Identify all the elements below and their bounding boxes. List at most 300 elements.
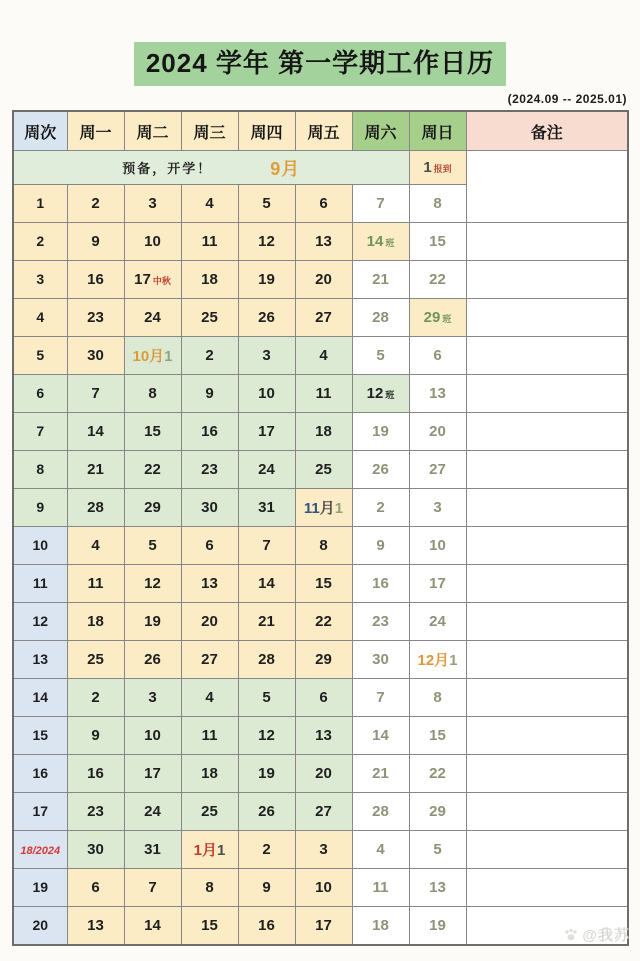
week-number-cell [13, 337, 67, 375]
day-cell [295, 793, 352, 831]
day-number: 14 [144, 916, 161, 934]
week-number-cell [13, 717, 67, 755]
day-cell [352, 527, 409, 565]
week-row-4 [13, 299, 628, 337]
day-cell [295, 337, 352, 375]
day-cell [238, 907, 295, 946]
day-cell [67, 337, 124, 375]
week-row-5 [13, 337, 628, 375]
week-number: 10 [32, 536, 49, 553]
week-row-8 [13, 451, 628, 489]
day-number: 25 [315, 460, 332, 478]
day-number: 12月 [417, 652, 450, 669]
day-cell [238, 185, 295, 223]
day-cell [295, 223, 352, 261]
day-number: 29 [315, 650, 332, 668]
day-cell [67, 717, 124, 755]
remark-cell [466, 831, 628, 869]
day-number: 24 [258, 460, 275, 478]
day-number: 9 [91, 232, 100, 250]
day-cell [181, 831, 238, 869]
day-cell [181, 375, 238, 413]
day-cell [238, 299, 295, 337]
week-number: 18/2024 [20, 844, 61, 857]
week-number-cell [13, 565, 67, 603]
day-number: 7 [376, 194, 385, 212]
day-cell [295, 261, 352, 299]
week-number-cell [13, 375, 67, 413]
day-cell [409, 413, 466, 451]
day-number: 2 [376, 498, 385, 516]
day-cell [124, 451, 181, 489]
day-number: 15 [429, 232, 446, 250]
day-number: 18 [201, 764, 218, 782]
day-cell [352, 793, 409, 831]
day-cell [352, 337, 409, 375]
day-cell [67, 679, 124, 717]
day-number: 16 [87, 270, 104, 288]
remark-cell [466, 603, 628, 641]
day-number: 8 [205, 878, 214, 896]
day-number: 19 [258, 270, 275, 288]
day-number: 23 [87, 802, 104, 820]
header-row [13, 111, 628, 151]
day-cell [409, 717, 466, 755]
week-row-12 [13, 603, 628, 641]
day-number: 20 [201, 612, 218, 630]
week-row-6 [13, 375, 628, 413]
day-number: 30 [87, 346, 104, 364]
remark-cell [466, 261, 628, 299]
day-cell [181, 185, 238, 223]
remark-cell [466, 869, 628, 907]
day-number: 21 [372, 764, 389, 782]
day-number: 18 [315, 422, 332, 440]
day-cell [409, 223, 466, 261]
day-cell [409, 641, 466, 679]
week-row-17 [13, 793, 628, 831]
week-number-cell [13, 603, 67, 641]
day-number: 17 [144, 764, 161, 782]
day-number: 8 [148, 384, 157, 402]
day-cell [67, 831, 124, 869]
week-number: 9 [36, 498, 45, 515]
day-number: 9 [205, 384, 214, 402]
day-cell [295, 755, 352, 793]
week-number-cell [13, 489, 67, 527]
day-number: 29 [144, 498, 161, 516]
remark-cell [466, 299, 628, 337]
week-number-cell [13, 185, 67, 223]
day-cell [238, 489, 295, 527]
day-number: 24 [144, 802, 161, 820]
day-number: 18 [372, 916, 389, 934]
day-number: 28 [372, 802, 389, 820]
day-annotation: 报到 [433, 163, 452, 174]
day-cell [181, 755, 238, 793]
week-number-cell [13, 831, 67, 869]
week-row-10 [13, 527, 628, 565]
header-cell-remark: 备注 [466, 111, 628, 151]
day-number: 6 [319, 688, 328, 706]
day-number: 5 [148, 536, 157, 554]
day-cell [181, 793, 238, 831]
day-cell [409, 755, 466, 793]
day-number: 12 [258, 232, 275, 250]
day-number: 3 [433, 498, 442, 516]
month-name-september: 9月 [270, 158, 301, 179]
day-cell [124, 793, 181, 831]
day-number: 5 [262, 688, 271, 706]
paw-icon [563, 927, 579, 943]
week-row-3 [13, 261, 628, 299]
day-cell [352, 831, 409, 869]
week-row-13 [13, 641, 628, 679]
day-cell [409, 565, 466, 603]
day-number: 10 [144, 232, 161, 250]
day-number: 22 [315, 612, 332, 630]
remark-cell [466, 489, 628, 527]
day-number: 8 [433, 688, 442, 706]
day-cell [352, 223, 409, 261]
day-cell [295, 489, 352, 527]
day-cell [295, 413, 352, 451]
week-number: 6 [36, 384, 45, 401]
week-number: 19 [32, 878, 49, 895]
day-number: 18 [201, 270, 218, 288]
day-cell [238, 603, 295, 641]
day-number: 11 [201, 232, 218, 250]
day-cell [67, 299, 124, 337]
day-cell [238, 793, 295, 831]
day-number: 3 [148, 688, 157, 706]
day-cell [238, 717, 295, 755]
day-cell [352, 641, 409, 679]
week-row-15 [13, 717, 628, 755]
day-number: 5 [433, 840, 442, 858]
day-cell [352, 185, 409, 223]
day-number: 16 [258, 916, 275, 934]
title-wrap [0, 42, 640, 86]
day-cell [67, 261, 124, 299]
day-number: 1 [217, 842, 226, 859]
day-number: 23 [372, 612, 389, 630]
day-number: 月 [319, 500, 335, 517]
day-number: 15 [201, 916, 218, 934]
day-number: 13 [429, 878, 446, 896]
week-number: 14 [32, 688, 49, 705]
day-number: 9 [376, 536, 385, 554]
day-number: 21 [258, 612, 275, 630]
day-number: 13 [201, 574, 218, 592]
remark-cell [466, 375, 628, 413]
week-number-cell [13, 223, 67, 261]
day-cell [124, 261, 181, 299]
day-number: 4 [205, 194, 214, 212]
week-number-cell [13, 299, 67, 337]
day-number: 6 [319, 194, 328, 212]
day-cell [295, 451, 352, 489]
day-number: 23 [87, 308, 104, 326]
day-annotation: 班 [385, 389, 395, 400]
day-cell [67, 907, 124, 946]
day-cell [181, 337, 238, 375]
week-number: 8 [36, 460, 45, 477]
day-cell [124, 641, 181, 679]
day-number: 10 [315, 878, 332, 896]
week-number: 5 [36, 346, 45, 363]
day-cell [181, 565, 238, 603]
week-number: 16 [32, 764, 49, 781]
day-cell [352, 451, 409, 489]
day-cell [295, 641, 352, 679]
day-cell [238, 261, 295, 299]
day-annotation: 班 [442, 313, 452, 324]
day-number: 16 [201, 422, 218, 440]
day-cell [352, 299, 409, 337]
week-number-cell [13, 793, 67, 831]
week-row-11 [13, 565, 628, 603]
day-cell [295, 907, 352, 946]
day-number: 17 [134, 270, 151, 288]
header-cell-sat: 周六 [352, 111, 409, 151]
week-number-cell [13, 679, 67, 717]
day-annotation: 中秋 [152, 275, 171, 286]
day-number: 24 [144, 308, 161, 326]
day-cell [295, 869, 352, 907]
day-cell [67, 641, 124, 679]
day-number: 1 [334, 500, 344, 517]
day-cell [181, 413, 238, 451]
day-cell [409, 375, 466, 413]
day-number: 20 [429, 422, 446, 440]
day-cell [181, 907, 238, 946]
week-number: 11 [32, 574, 48, 591]
day-number: 2 [262, 840, 271, 858]
day-number: 4 [91, 536, 100, 554]
day-number: 3 [319, 840, 328, 858]
day-cell [67, 527, 124, 565]
day-cell [295, 527, 352, 565]
header-cell-sun: 周日 [409, 111, 466, 151]
week-row-19 [13, 869, 628, 907]
week-row-20 [13, 907, 628, 946]
remark-cell [466, 717, 628, 755]
day-cell [124, 679, 181, 717]
day-cell [124, 603, 181, 641]
header-cell-week: 周次 [13, 111, 67, 151]
day-number: 7 [148, 878, 157, 896]
day-number: 11 [372, 878, 389, 896]
week-number-cell [13, 869, 67, 907]
day-number: 6 [433, 346, 442, 364]
month-banner-cell [13, 151, 409, 185]
day-cell [409, 831, 466, 869]
day-number: 26 [258, 308, 275, 326]
day-cell [409, 451, 466, 489]
day-number: 26 [372, 460, 389, 478]
day-cell [67, 603, 124, 641]
day-cell [181, 603, 238, 641]
day-number: 16 [87, 764, 104, 782]
day-cell [295, 831, 352, 869]
day-cell [124, 489, 181, 527]
day-number: 21 [372, 270, 389, 288]
day-number: 22 [144, 460, 161, 478]
day-cell [352, 755, 409, 793]
day-number: 4 [376, 840, 385, 858]
day-number: 13 [315, 232, 332, 250]
day-number: 19 [144, 612, 161, 630]
semester-start-note: 预备，开学！ [122, 161, 213, 176]
day-number: 12 [144, 574, 161, 592]
day-number: 19 [429, 916, 446, 934]
day-number: 25 [87, 650, 104, 668]
day-cell [295, 679, 352, 717]
day-number: 10 [429, 536, 446, 554]
header-cell-wed: 周三 [181, 111, 238, 151]
day-cell [409, 679, 466, 717]
day-number: 31 [144, 840, 161, 858]
day-number: 6 [91, 878, 100, 896]
remark-cell [466, 527, 628, 565]
week-row-16 [13, 755, 628, 793]
day-cell [238, 565, 295, 603]
day-cell [352, 907, 409, 946]
day-cell [295, 375, 352, 413]
day-cell [409, 151, 466, 185]
remark-cell [466, 337, 628, 375]
day-cell [409, 185, 466, 223]
day-cell [67, 565, 124, 603]
day-cell [67, 755, 124, 793]
day-cell [181, 527, 238, 565]
day-number: 12 [366, 384, 384, 402]
day-cell [124, 185, 181, 223]
day-cell [295, 717, 352, 755]
day-number: 13 [429, 384, 446, 402]
day-cell [409, 337, 466, 375]
day-cell [409, 527, 466, 565]
day-cell [238, 869, 295, 907]
day-number: 26 [144, 650, 161, 668]
day-cell [238, 413, 295, 451]
day-cell [181, 451, 238, 489]
week-number-cell [13, 907, 67, 946]
week-number: 12 [32, 612, 49, 629]
day-cell [124, 527, 181, 565]
day-number: 2 [91, 194, 100, 212]
week-number: 4 [36, 308, 45, 325]
week-number: 7 [36, 422, 45, 439]
week-row-2 [13, 223, 628, 261]
day-number: 7 [376, 688, 385, 706]
day-cell [67, 451, 124, 489]
day-annotation: 班 [385, 237, 395, 248]
day-number: 10 [258, 384, 275, 402]
watermark-text: @我苏 [582, 927, 630, 944]
day-cell [238, 755, 295, 793]
day-cell [124, 223, 181, 261]
remark-cell [466, 223, 628, 261]
day-number: 27 [315, 308, 332, 326]
day-number: 6 [205, 536, 214, 554]
day-number: 19 [372, 422, 389, 440]
day-number: 1 [449, 652, 458, 669]
day-cell [295, 299, 352, 337]
day-number: 15 [315, 574, 332, 592]
page-title: 2024 学年 第一学期工作日历 [134, 42, 506, 86]
day-cell [181, 489, 238, 527]
day-cell [67, 793, 124, 831]
day-number: 13 [315, 726, 332, 744]
day-cell [181, 869, 238, 907]
day-cell [124, 375, 181, 413]
day-cell [352, 413, 409, 451]
day-cell [352, 565, 409, 603]
day-cell [124, 755, 181, 793]
day-cell [238, 641, 295, 679]
day-cell [67, 375, 124, 413]
remark-cell [466, 679, 628, 717]
day-number: 29 [429, 802, 446, 820]
header-cell-mon: 周一 [67, 111, 124, 151]
day-number: 30 [87, 840, 104, 858]
day-cell [67, 185, 124, 223]
day-number: 21 [87, 460, 104, 478]
remark-cell [466, 413, 628, 451]
day-cell [352, 679, 409, 717]
day-cell [67, 223, 124, 261]
day-number: 15 [429, 726, 446, 744]
week-row-9 [13, 489, 628, 527]
day-number: 23 [201, 460, 218, 478]
day-number: 27 [429, 460, 446, 478]
remark-cell [466, 793, 628, 831]
day-number: 28 [87, 498, 104, 516]
day-cell [409, 793, 466, 831]
day-cell [181, 261, 238, 299]
day-number: 13 [87, 916, 104, 934]
day-number: 9 [91, 726, 100, 744]
day-number: 14 [366, 232, 384, 250]
day-number: 30 [201, 498, 218, 516]
day-cell [238, 451, 295, 489]
header-cell-thu: 周四 [238, 111, 295, 151]
week-number: 1 [36, 194, 45, 211]
week-number-cell [13, 641, 67, 679]
day-cell [409, 261, 466, 299]
day-number: 8 [319, 536, 328, 554]
remark-cell [466, 151, 628, 223]
day-cell [67, 489, 124, 527]
day-number: 2 [205, 346, 214, 364]
week-number: 2 [36, 232, 45, 249]
day-cell [124, 717, 181, 755]
day-number: 16 [372, 574, 389, 592]
day-number: 19 [258, 764, 275, 782]
day-cell [181, 717, 238, 755]
day-cell [409, 299, 466, 337]
day-number: 31 [258, 498, 275, 516]
day-number: 25 [201, 308, 218, 326]
day-number: 24 [429, 612, 446, 630]
day-cell [238, 375, 295, 413]
day-cell [181, 299, 238, 337]
day-number: 30 [372, 650, 389, 668]
day-number: 9 [262, 878, 271, 896]
day-number: 1月 [193, 842, 217, 859]
